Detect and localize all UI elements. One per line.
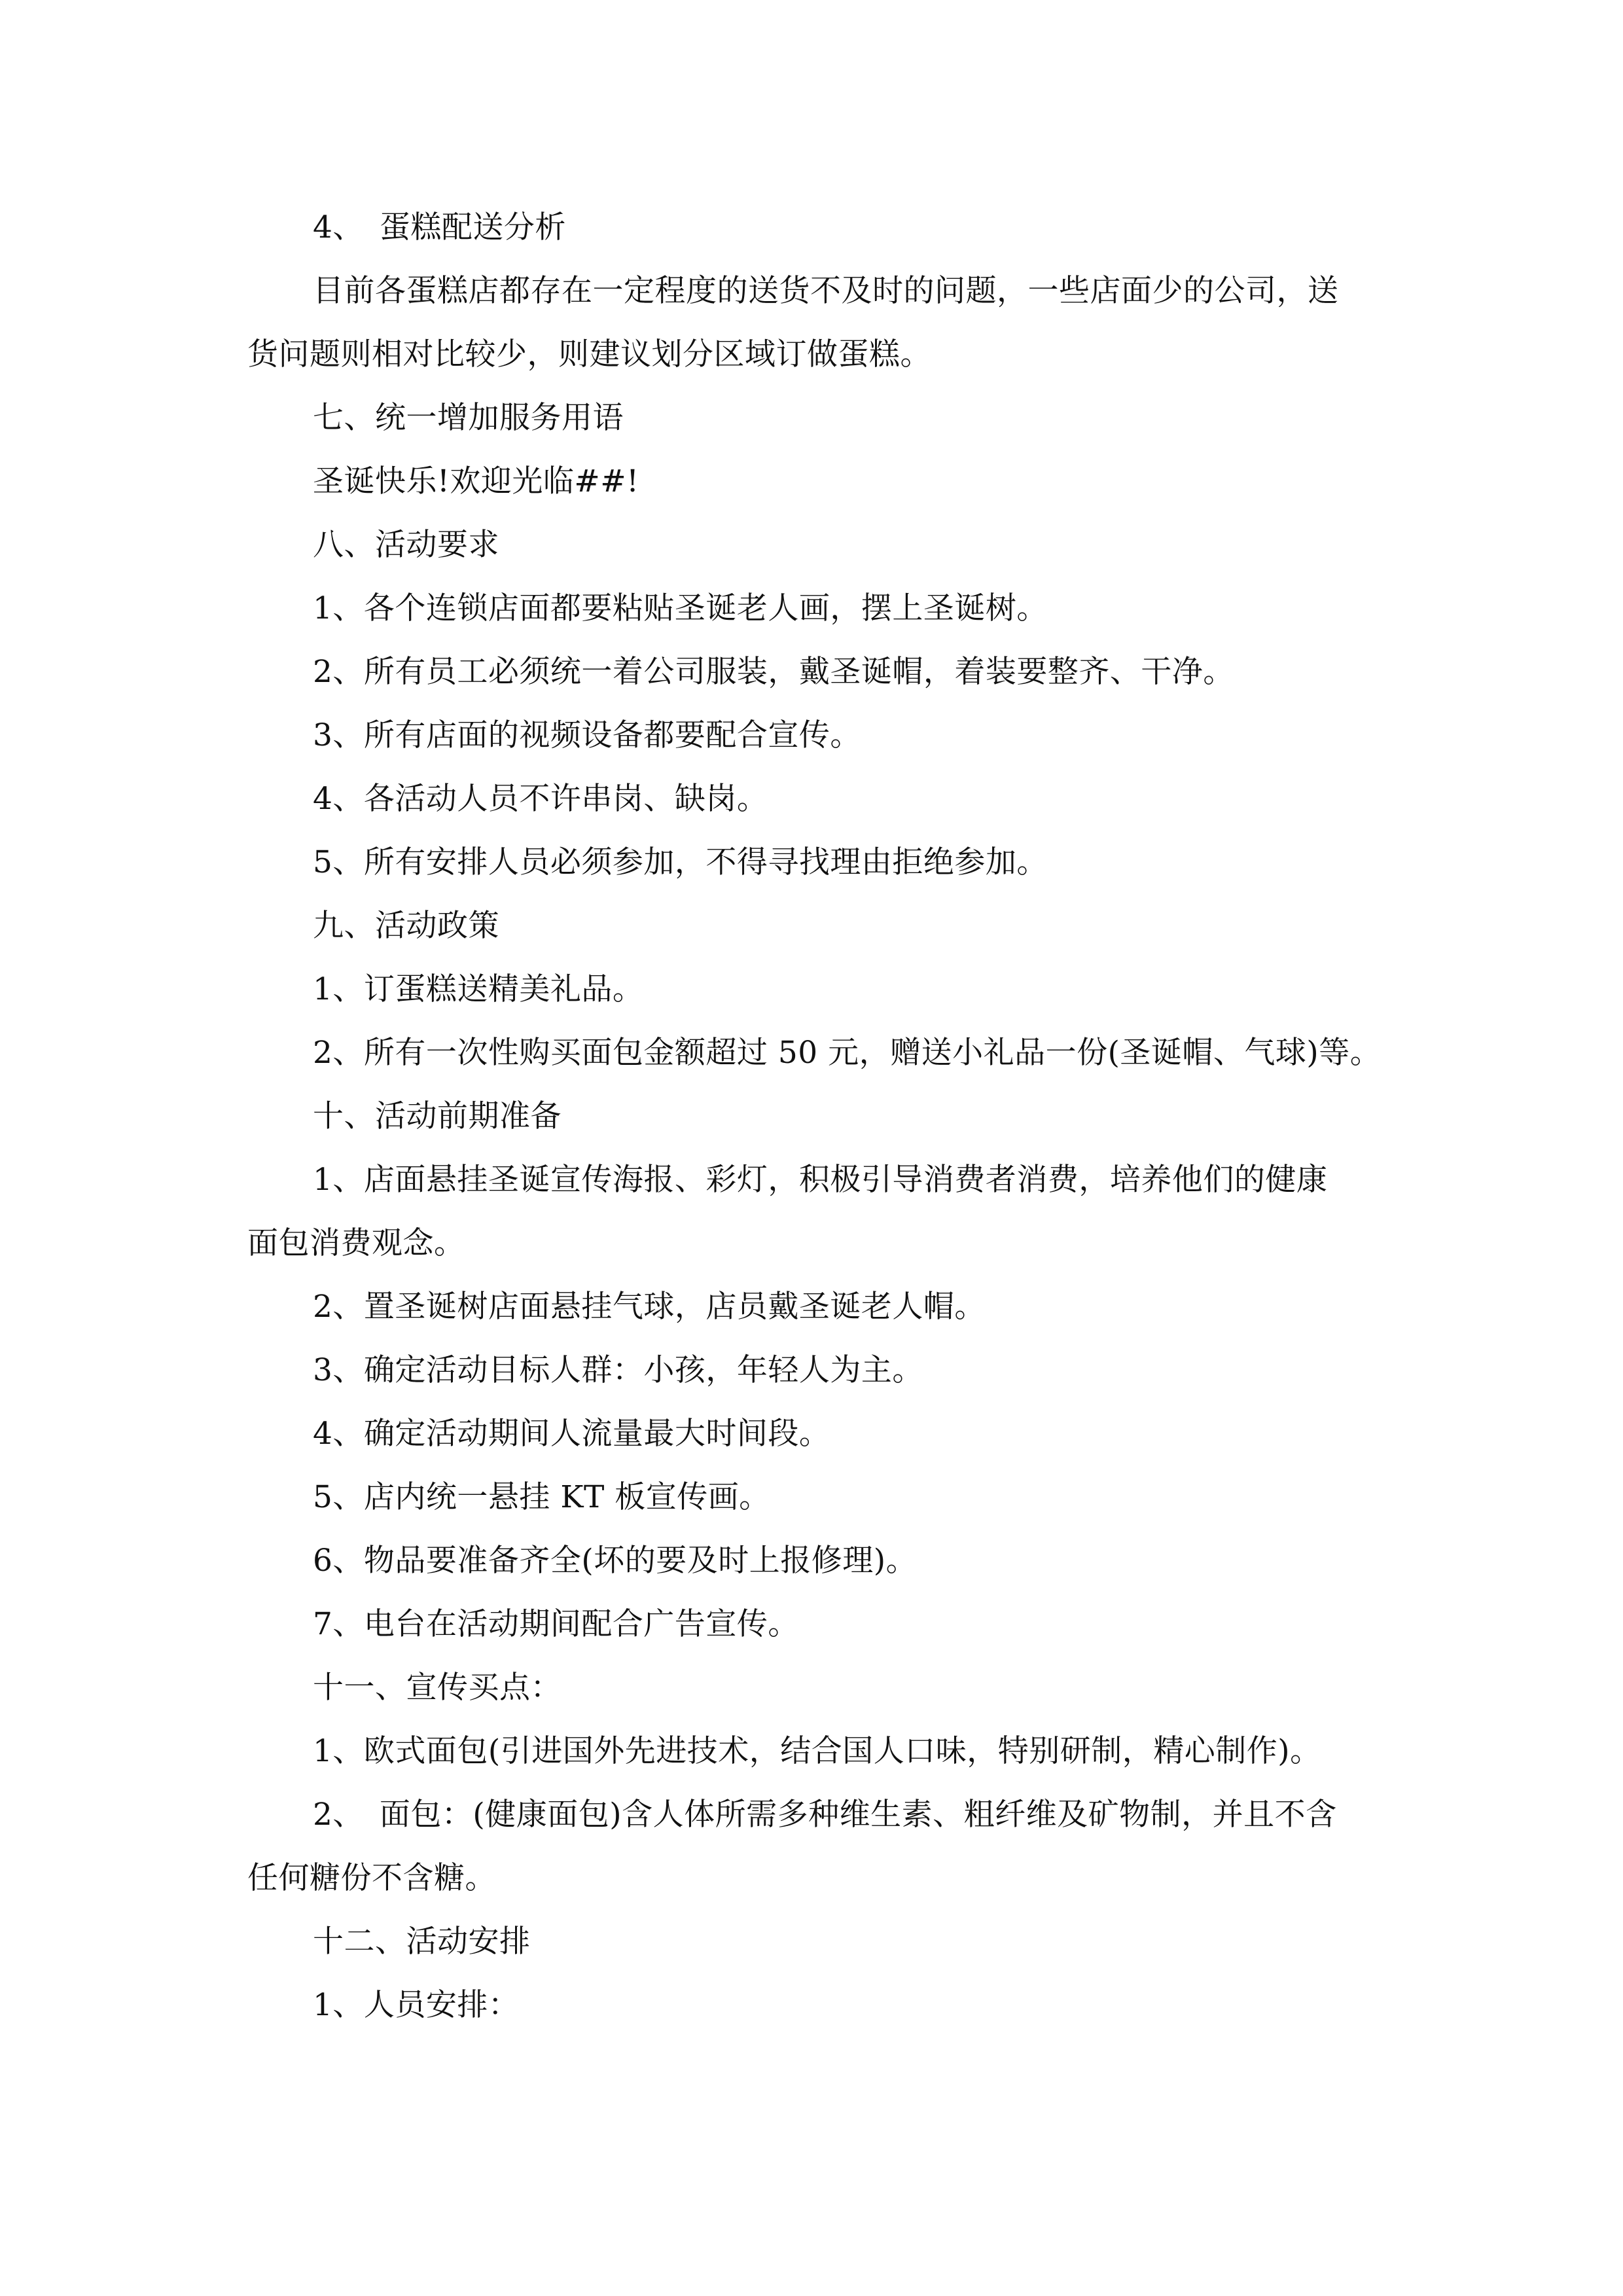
section-heading-requirements: 八、活动要求: [313, 527, 499, 563]
list-item-continuation: 面包消费观念。: [247, 1225, 465, 1261]
list-item: 1、订蛋糕送精美礼品。: [313, 971, 644, 1007]
list-item: 2、所有员工必须统一着公司服装，戴圣诞帽，着装要整齐、干净。: [313, 654, 1234, 690]
section-heading-selling-points: 十一、宣传买点：: [313, 1670, 562, 1706]
list-item: 7、电台在活动期间配合广告宣传。: [313, 1606, 799, 1642]
section-heading-policy: 九、活动政策: [313, 908, 499, 944]
list-item: 1、店面悬挂圣诞宣传海报、彩灯，积极引导消费者消费，培养他们的健康: [313, 1162, 1328, 1198]
list-item: 1、欧式面包(引进国外先进技术，结合国人口味，特别研制，精心制作)。: [313, 1733, 1321, 1769]
list-item: 2、 面包：(健康面包)含人体所需多种维生素、粗纤维及矿物制，并且不含: [313, 1797, 1337, 1833]
list-item: 4、确定活动期间人流量最大时间段。: [313, 1416, 830, 1452]
list-item: 5、所有安排人员必须参加，不得寻找理由拒绝参加。: [313, 844, 1048, 880]
list-item: 2、置圣诞树店面悬挂气球，店员戴圣诞老人帽。: [313, 1289, 986, 1325]
list-item: 3、确定活动目标人群：小孩，年轻人为主。: [313, 1352, 923, 1388]
list-item: 6、物品要准备齐全(坏的要及时上报修理)。: [313, 1543, 918, 1579]
paragraph-line: 目前各蛋糕店都存在一定程度的送货不及时的问题，一些店面少的公司，送: [313, 273, 1339, 309]
paragraph-line: 货问题则相对比较少，则建议划分区域订做蛋糕。: [247, 336, 931, 372]
list-item: 5、店内统一悬挂 KT 板宣传画。: [313, 1479, 770, 1515]
list-item: 1、人员安排：: [313, 1987, 520, 2023]
list-item-continuation: 任何糖份不含糖。: [247, 1860, 496, 1896]
section-heading-service-phrase: 七、统一增加服务用语: [313, 400, 624, 436]
section-heading-cake-delivery: 4、 蛋糕配送分析: [313, 209, 566, 245]
section-heading-preparation: 十、活动前期准备: [313, 1098, 562, 1134]
list-item: 4、各活动人员不许串岗、缺岗。: [313, 781, 768, 817]
list-item: 3、所有店面的视频设备都要配合宣传。: [313, 717, 861, 753]
paragraph-line: 圣诞快乐!欢迎光临##!: [313, 463, 639, 499]
list-item: 2、所有一次性购买面包金额超过 50 元，赠送小礼品一份(圣诞帽、气球)等。: [313, 1035, 1382, 1071]
list-item: 1、各个连锁店面都要粘贴圣诞老人画，摆上圣诞树。: [313, 590, 1048, 626]
section-heading-arrangement: 十二、活动安排: [313, 1924, 531, 1960]
